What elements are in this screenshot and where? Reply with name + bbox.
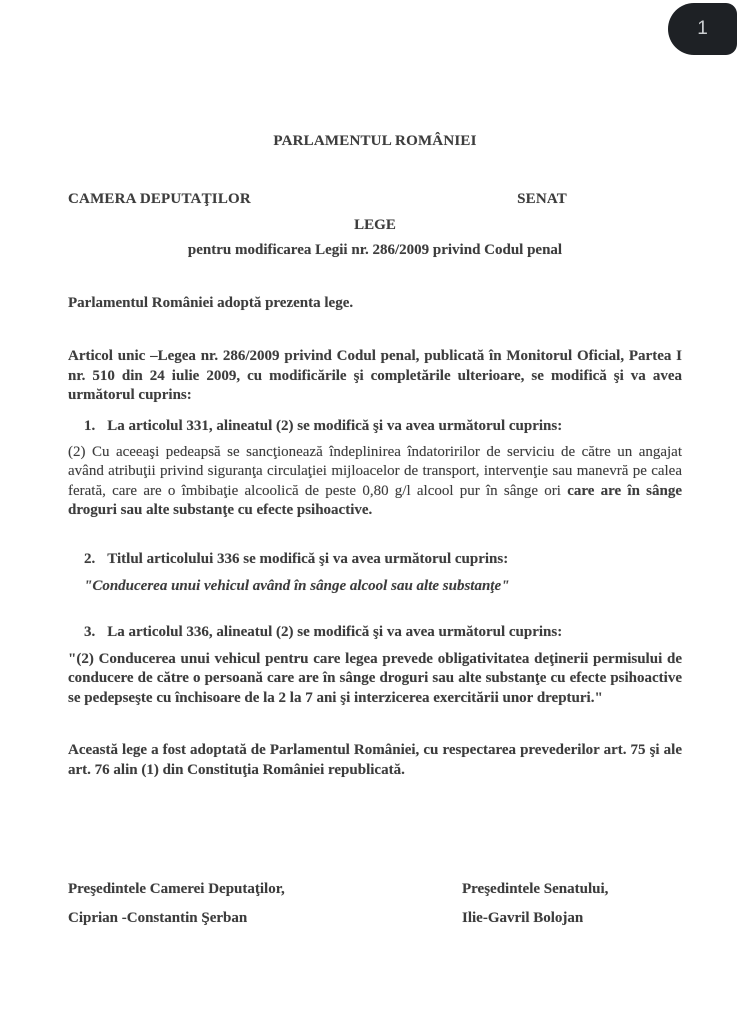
quote-article-336-title: "Conducerea unui vehicul având în sânge alcool sau alte substanţe": [84, 577, 510, 594]
page-number-badge: 1: [668, 3, 737, 55]
doc-type-heading: LEGE: [354, 217, 396, 233]
doc-subtitle: pentru modificarea Legii nr. 286/2009 privind Codul penal: [187, 242, 563, 258]
list-item-2-text: Titlul articolului 336 se modifică şi va avea următorul cuprins:: [107, 550, 509, 567]
list-item-2: [84, 549, 682, 569]
closing-clause: Această lege a fost adoptată de Parlamentul României, cu respectarea prevederilor art. 75 şi ale art. 76 alin (1) din Constituţia României republicată.: [68, 742, 682, 778]
signatures-block: [68, 879, 682, 928]
list-item-1: [84, 416, 682, 436]
signature-right-name: Ilie-Gavril Bolojan: [462, 910, 584, 926]
list-item-1-number: 1.: [84, 417, 96, 434]
signature-left-name: Ciprian -Constantin Şerban: [68, 910, 248, 926]
para-article-331-normal: (2) Cu aceeaşi pedeapsă se sancţionează îndeplinirea îndatoririlor de serviciu de către un angajat având atribuţii privind siguranţa circulaţiei mijloacelor de transport, intervenţie sau manevră pe calea ferată, care are o îmbibaţie alcoolică de peste 0,80 g/l alcool pur în sânge ori: [68, 443, 682, 499]
list-item-3: [84, 622, 682, 642]
adoption-clause: Parlamentul României adoptă prezenta lege.: [68, 295, 354, 311]
signature-right-column: [462, 879, 682, 928]
list-item-3-number: 3.: [84, 623, 96, 640]
list-item-2-number: 2.: [84, 550, 96, 567]
signature-right-title: Preşedintele Senatului,: [462, 881, 609, 897]
articol-unic-paragraph: Articol unic –Legea nr. 286/2009 privind Codul penal, publicată în Monitorul Oficial, Partea I nr. 510 din 24 iulie 2009, cu modificările şi completările ulterioare, se modifică şi va avea următorul cuprins:: [68, 348, 682, 403]
para-article-331: [68, 443, 682, 521]
para-article-331-bold: care are în sânge droguri sau alte substanţe cu efecte psihoactive.: [68, 482, 683, 518]
signature-left-column: [68, 879, 462, 928]
chamber-right-label: SENAT: [517, 191, 567, 207]
heading-institution: PARLAMENTUL ROMÂNIEI: [273, 133, 477, 149]
signature-left-title: Preşedintele Camerei Deputaţilor,: [68, 881, 285, 897]
list-item-3-text: La articolul 336, alineatul (2) se modifică şi va avea următorul cuprins:: [107, 623, 563, 640]
chambers-row: [68, 189, 682, 209]
para-article-336: "(2) Conducerea unui vehicul pentru care legea prevede obligativitatea deţinerii permisului de conducere de către o persoană care are în sânge droguri sau alte substanţe cu efecte psihoactive se pedepseşte cu închisoare de la 2 la 7 ani şi interzicerea exercitării unor drepturi.": [68, 650, 682, 706]
list-item-1-text: La articolul 331, alineatul (2) se modifică şi va avea următorul cuprins:: [107, 417, 563, 434]
chamber-left-label: CAMERA DEPUTAŢILOR: [68, 191, 251, 207]
